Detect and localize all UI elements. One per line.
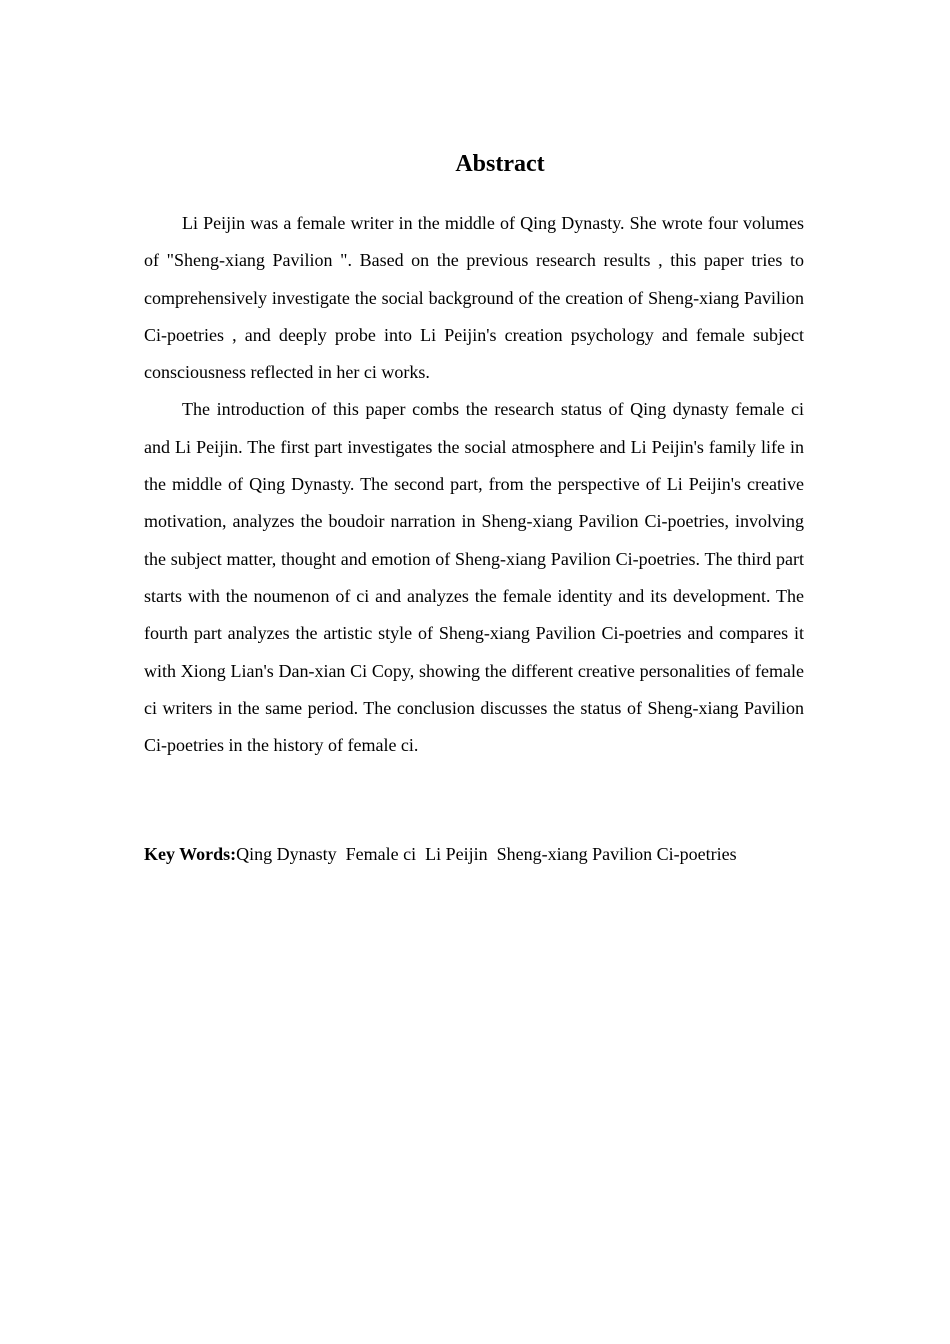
keywords-text: Qing Dynasty Female ci Li Peijin Sheng-xiang Pavilion Ci-poetries bbox=[236, 844, 737, 864]
abstract-body bbox=[144, 205, 804, 764]
abstract-paragraph-2: The introduction of this paper combs the research status of Qing dynasty female ci and Li Peijin. The first part investigates the social atmosphere and Li Peijin's family life in the middle of Qing Dynasty. The second part, from the perspective of Li Peijin's creative motivation, analyzes the boudoir narration in Sheng-xiang Pavilion Ci-poetries, involving the subject matter, thought and emotion of Sheng-xiang Pavilion Ci-poetries. The third part starts with the noumenon of ci and analyzes the female identity and its development. The fourth part analyzes the artistic style of Sheng-xiang Pavilion Ci-poetries and compares it with Xiong Lian's Dan-xian Ci Copy, showing the different creative personalities of female ci writers in the same period. The conclusion discusses the status of Sheng-xiang Pavilion Ci-poetries in the history of female ci. bbox=[144, 399, 804, 756]
keywords-label: Key Words: bbox=[144, 844, 237, 864]
abstract-paragraph-1: Li Peijin was a female writer in the middle of Qing Dynasty. She wrote four volumes of "Sheng-xiang Pavilion ". Based on the previous research results , this paper tries to comprehensively investigate the social background of the creation of Sheng-xiang Pavilion Ci-poetries , and deeply probe into Li Peijin's creation psychology and female subject consciousness reflected in her ci works. bbox=[144, 213, 804, 383]
keywords-line bbox=[144, 837, 824, 871]
abstract-title: Abstract bbox=[455, 151, 545, 177]
